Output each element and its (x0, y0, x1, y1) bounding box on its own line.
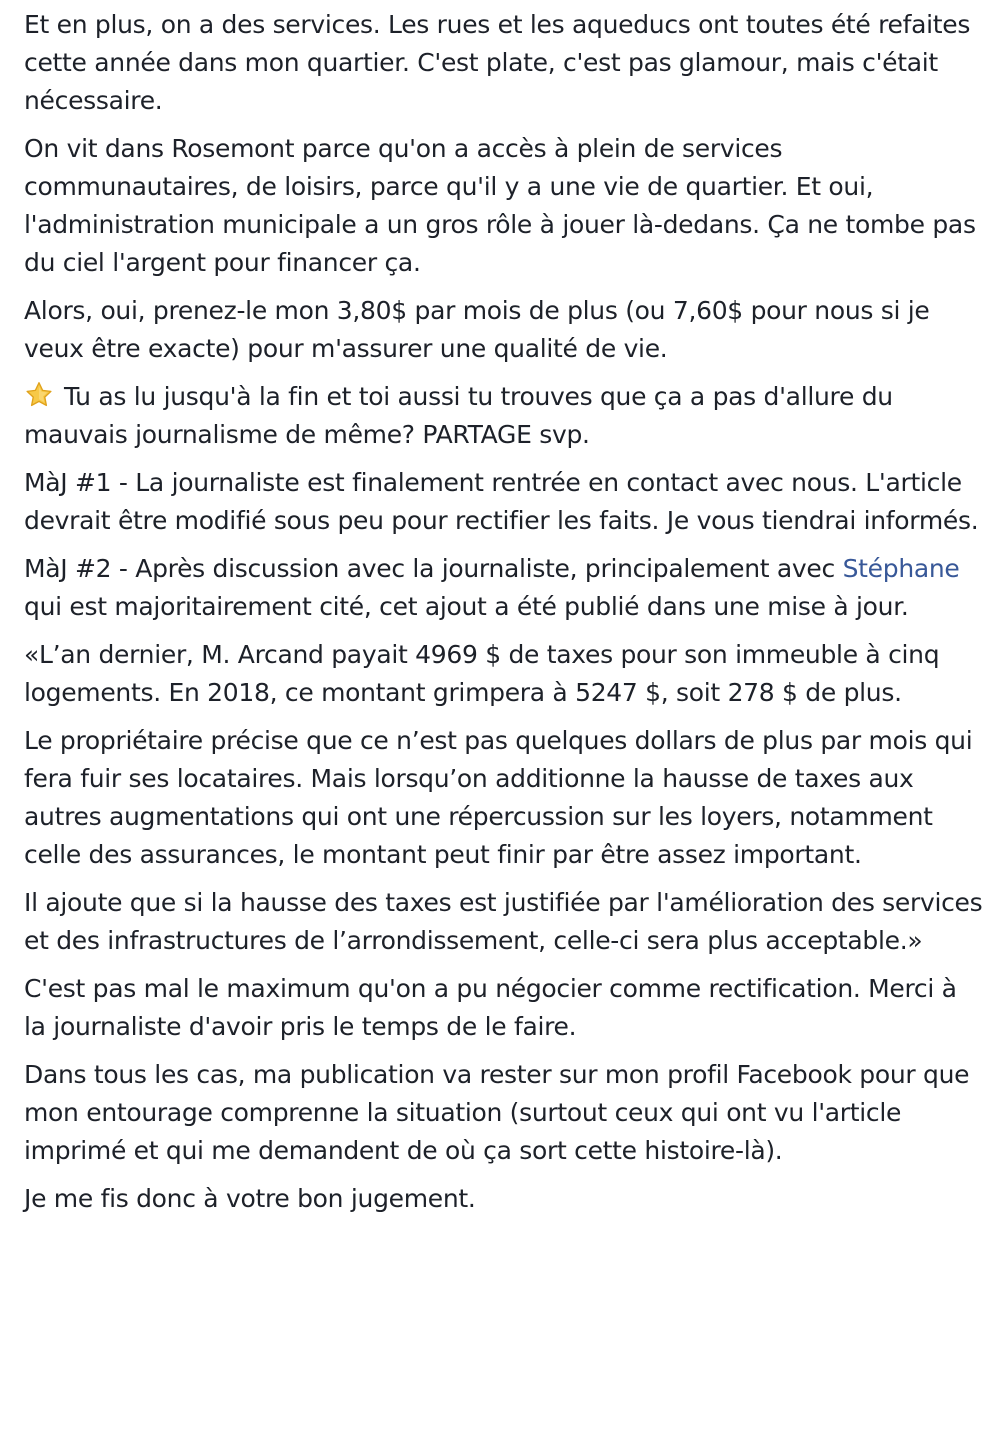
post-paragraph-rectification: C'est pas mal le maximum qu'on a pu négocier comme rectification. Merci à la journaliste d'avoir pris le temps de le faire. (24, 974, 957, 1041)
post-paragraph-profile: Dans tous les cas, ma publication va rester sur mon profil Facebook pour que mon entourage comprenne la situation (surtout ceux qui ont vu l'article imprimé et qui me demandent de où ça sort cette histoire-là). (24, 1060, 970, 1165)
post-paragraph-share (24, 378, 984, 454)
star-icon (24, 380, 54, 410)
share-text: Tu as lu jusqu'à la fin et toi aussi tu trouves que ça a pas d'allure du mauvais journalisme de même? PARTAGE svp. (24, 382, 893, 449)
post-paragraph-quote-2: Le propriétaire précise que ce n’est pas quelques dollars de plus par mois qui fera fuir ses locataires. Mais lorsqu’on additionne la hausse de taxes aux autres augmentations qui ont une répercussion sur les loyers, notamment celle des assurances, le montant peut finir par être assez important. (24, 726, 973, 869)
post-paragraph-closing: Je me fis donc à votre bon jugement. (24, 1184, 476, 1213)
post-paragraph-quote-1: «L’an dernier, M. Arcand payait 4969 $ de taxes pour son immeuble à cinq logements. En 2018, ce montant grimpera à 5247 $, soit 278 $ de plus. (24, 640, 940, 707)
post-paragraph-taxes: Alors, oui, prenez-le mon 3,80$ par mois de plus (ou 7,60$ pour nous si je veux être exacte) pour m'assurer une qualité de vie. (24, 296, 930, 363)
mention-link-stephane[interactable]: Stéphane (842, 554, 960, 583)
post-paragraph-quote-3: Il ajoute que si la hausse des taxes est justifiée par l'amélioration des services et des infrastructures de l’arrondissement, celle-ci sera plus acceptable.» (24, 888, 983, 955)
post-paragraph-update-1: MàJ #1 - La journaliste est finalement rentrée en contact avec nous. L'article devrait être modifié sous peu pour rectifier les faits. Je vous tiendrai informés. (24, 468, 979, 535)
post-paragraph-rosemont: On vit dans Rosemont parce qu'on a accès à plein de services communautaires, de loisirs, parce qu'il y a une vie de quartier. Et oui, l'administration municipale a un gros rôle à jouer là-dedans. Ça ne tombe pas du ciel l'argent pour financer ça. (24, 134, 976, 277)
update-2-rest: qui est majoritairement cité, cet ajout a été publié dans une mise à jour. (24, 592, 909, 621)
post-body (24, 6, 984, 1228)
post-paragraph-update-2 (24, 550, 984, 626)
update-2-intro: MàJ #2 - Après discussion avec la journaliste, principalement avec (24, 554, 843, 583)
post-paragraph-services: Et en plus, on a des services. Les rues et les aqueducs ont toutes été refaites cette année dans mon quartier. C'est plate, c'est pas glamour, mais c'était nécessaire. (24, 10, 971, 115)
